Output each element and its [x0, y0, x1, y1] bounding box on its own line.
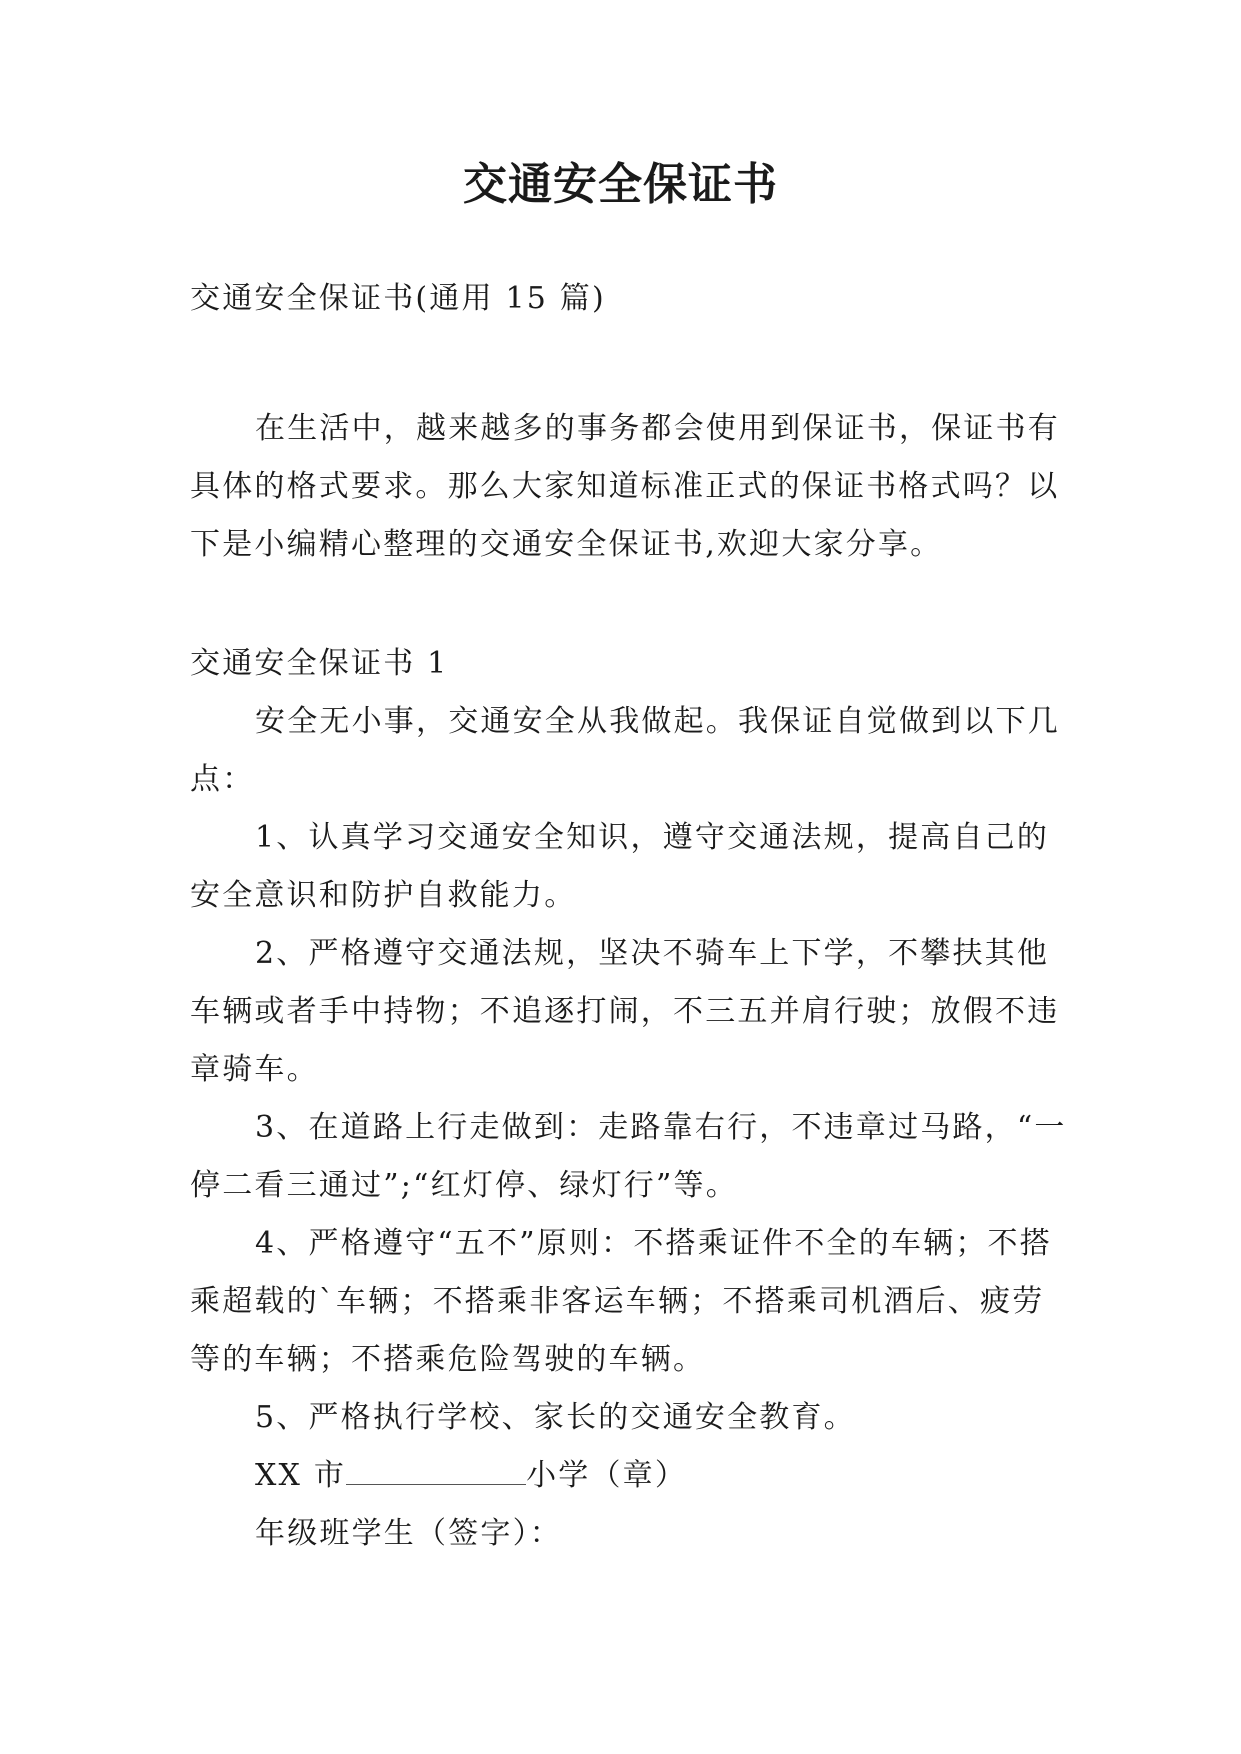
section-1: [190, 635, 1070, 1563]
list-item: 1、认真学习交通安全知识，遵守交通法规，提高自己的安全意识和防护自救能力。: [190, 820, 1050, 913]
school-name-blank: [346, 1458, 526, 1485]
school-suffix: 小学（章）: [526, 1458, 688, 1493]
section-heading: 交通安全保证书 1: [190, 646, 449, 681]
document-subtitle: [190, 270, 1070, 328]
document-title: 交通安全保证书: [463, 159, 778, 210]
intro-section: [190, 400, 1070, 574]
list-item: 3、在道路上行走做到：走路靠右行，不违章过马路，“一停二看三通过”;“红灯停、绿灯行”等。: [190, 1110, 1067, 1203]
list-item: 2、严格遵守交通法规，坚决不骑车上下学，不攀扶其他车辆或者手中持物；不追逐打闹，不三五并肩行驶；放假不违章骑车。: [190, 936, 1060, 1087]
school-prefix: XX 市: [255, 1458, 347, 1493]
list-item: 5、严格执行学校、家长的交通安全教育。: [255, 1400, 856, 1435]
school-seal-line: [190, 1447, 1070, 1505]
intro-paragraph: 在生活中，越来越多的事务都会使用到保证书，保证书有具体的格式要求。那么大家知道标准正式的保证书格式吗？以下是小编精心整理的交通安全保证书,欢迎大家分享。: [190, 411, 1060, 562]
subtitle-text: 交通安全保证书(通用 15 篇): [190, 281, 606, 316]
section-opening: 安全无小事，交通安全从我做起。我保证自觉做到以下几点：: [190, 704, 1060, 797]
list-item: 4、严格遵守“五不”原则：不搭乘证件不全的车辆；不搭乘超载的`车辆；不搭乘非客运车辆；不搭乘司机酒后、疲劳等的车辆；不搭乘危险驾驶的车辆。: [190, 1226, 1052, 1377]
student-signature-line: 年级班学生（签字）：: [255, 1516, 562, 1551]
